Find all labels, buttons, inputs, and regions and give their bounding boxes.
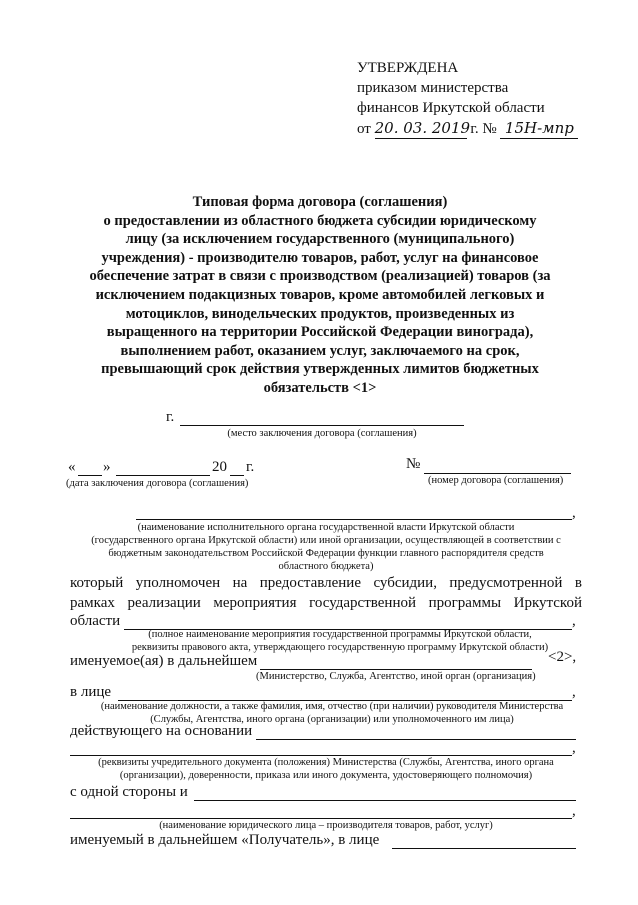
title-line: выполнением работ, оказанием услуг, заключаемого на срок, — [120, 342, 520, 359]
date-close-quote: » — [103, 459, 111, 475]
title-line: о предоставлении из областного бюджета субсидии юридическому — [103, 212, 537, 229]
para1-line2: рамках реализации мероприятия государственной программы Иркутской — [70, 595, 582, 611]
approval-heading: УТВЕРЖДЕНА — [357, 60, 459, 76]
basis-comma: , — [572, 740, 576, 756]
person-caption: (наименование должности, а также фамилия, имя, отчество (при наличии) руководителя Министерства (Службы, Агентства, иного органа (организации) или уполномоченного им лица) — [100, 701, 564, 725]
place-prefix: г. — [166, 409, 175, 425]
approval-line1: приказом министерства — [357, 80, 509, 96]
approval-block — [357, 58, 578, 139]
title-line: исключением подакцизных товаров, кроме автомобилей легковых и — [95, 286, 545, 303]
document-title — [60, 193, 580, 398]
recipient-label: именуемый в дальнейшем «Получатель», в лице — [70, 832, 380, 848]
title-line: обязательств <1> — [263, 379, 377, 396]
side-line1 — [194, 800, 576, 801]
title-line: лицу (за исключением государственного (муниципального) — [125, 231, 515, 248]
approval-year-suffix: г. № — [470, 121, 497, 137]
date-year-suffix: г. — [246, 459, 255, 475]
side-comma: , — [572, 803, 576, 819]
title-line: мотоциклов, винодельческих продуктов, произведенных из — [125, 305, 515, 322]
referred-caption: (Министерство, Служба, Агентство, иной орган (организация) — [256, 671, 536, 682]
side-caption: (наименование юридического лица – производителя товаров, работ, услуг) — [159, 820, 493, 831]
title-line: учреждения) - производителю товаров, работ, услуг на финансовое — [101, 249, 539, 266]
approval-number: 15Н-мпр — [500, 118, 578, 139]
authority-line — [136, 519, 572, 520]
para1-comma: , — [572, 613, 576, 629]
title-line: обеспечение затрат в связи с производством (реализацией) товаров (за — [89, 268, 551, 285]
date-open-quote: « — [68, 459, 76, 475]
title-line: выращенного на территории Российской Федерации винограда), — [106, 324, 534, 341]
date-day-line — [78, 475, 102, 476]
referred-mark: <2>, — [548, 649, 577, 665]
date-month-line — [116, 475, 210, 476]
para1-line3: области — [70, 613, 121, 629]
place-line — [180, 425, 464, 426]
recipient-line — [392, 848, 576, 849]
date-year-prefix: 20 — [212, 459, 227, 475]
approval-date: 20. 03. 2019 — [374, 119, 471, 137]
number-caption: (номер договора (соглашения) — [428, 475, 564, 486]
para1-line1: который уполномочен на предоставление субсидии, предусмотренной в — [70, 575, 582, 591]
date-caption: (дата заключения договора (соглашения) — [66, 478, 249, 489]
person-label: в лице — [70, 684, 112, 700]
place-caption: (место заключения договора (соглашения) — [227, 428, 417, 439]
date-year-line — [230, 475, 244, 476]
basis-line1 — [256, 739, 576, 740]
approval-line2: финансов Иркутской области — [357, 100, 545, 116]
number-sign: № — [406, 456, 421, 472]
basis-label: действующего на основании — [70, 723, 253, 739]
title-line: превышающий срок действия утвержденных лимитов бюджетных — [101, 361, 539, 378]
basis-caption: (реквизиты учредительного документа (положения) Министерства (Службы, Агентства, иного органа (организации), доверенности, приказа или иного документа, удостоверяющего полномочия) — [98, 757, 554, 781]
authority-caption: (наименование исполнительного органа государственной власти Иркутской области (государственного органа Иркутской области) или иной организации, осуществляющей в соответствии с бюджетным законодательством Российской Федерации функции главного распорядителя средств областного бюджета) — [91, 522, 561, 572]
referred-label: именуемое(ая) в дальнейшем — [70, 653, 258, 669]
title-line: Типовая форма договора (соглашения) — [192, 194, 448, 210]
side-label: с одной стороны и — [70, 784, 188, 800]
approval-date-line — [357, 118, 578, 139]
program-caption: (полное наименование мероприятия государственной программы Иркутской области, реквизиты правового акта, утверждающего государственную программу Иркутской области) — [131, 629, 549, 653]
authority-comma: , — [572, 505, 576, 521]
person-comma: , — [572, 684, 576, 700]
approval-from-label: от — [357, 121, 371, 137]
authorization-paragraph — [70, 573, 582, 613]
